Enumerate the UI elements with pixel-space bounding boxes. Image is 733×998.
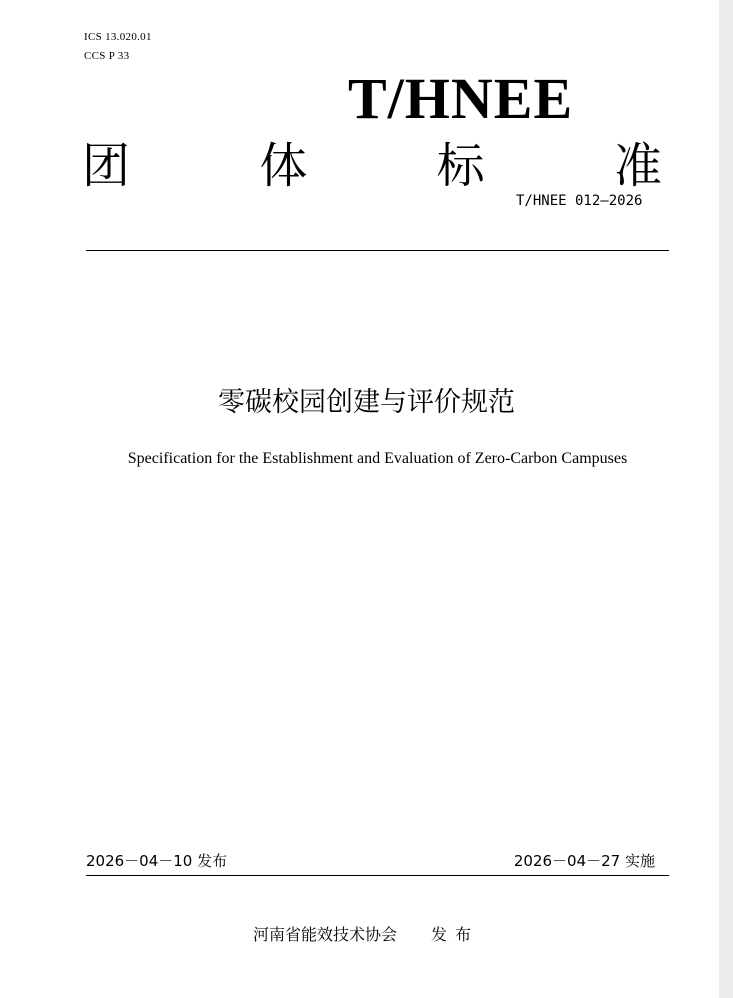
footer-divider: [86, 875, 669, 876]
ccs-code: CCS P 33: [84, 50, 130, 62]
issue-date: 2026－04－10 发布: [86, 852, 228, 870]
standard-type-char: 标: [436, 138, 485, 194]
document-title-chinese: 零碳校园创建与评价规范: [218, 387, 515, 418]
standard-type-char: 体: [259, 138, 308, 194]
standard-type-heading: [82, 138, 662, 194]
standard-type-char: 团: [82, 138, 131, 194]
standard-logo: T/HNEE: [348, 66, 574, 131]
ics-code: ICS 13.020.01: [84, 31, 152, 43]
implementation-date: 2026－04－27 实施: [513, 852, 655, 870]
viewer-gutter: [719, 0, 733, 998]
document-title-english: Specification for the Establishment and Evaluation of Zero-Carbon Campuses: [127, 450, 628, 467]
standard-number: T/HNEE 012—2026: [516, 193, 643, 209]
standard-type-char: 准: [613, 138, 662, 194]
publish-action: 发布: [431, 925, 480, 944]
header-divider: [86, 250, 669, 251]
publisher-name: 河南省能效技术协会: [253, 925, 398, 944]
publisher-line: [253, 924, 479, 946]
